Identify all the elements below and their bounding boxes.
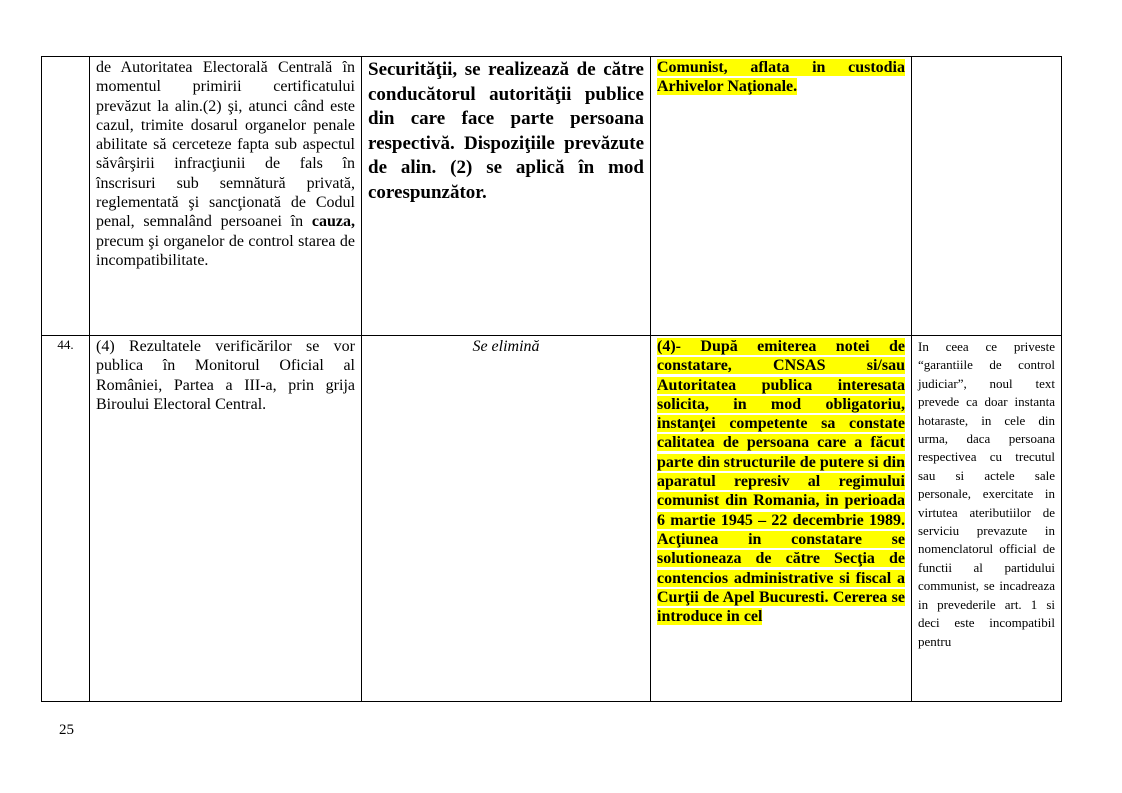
original-text-bold: cauza, [311, 213, 355, 231]
page-number: 25 [59, 722, 74, 738]
senate-text-cell [362, 336, 651, 702]
row-number-cell [42, 57, 90, 336]
original-text-part: de Autoritatea Electorală Centrală în momentul primirii certificatului prevăzut la alin.(2) şi, atunci când este cazul, trimite dosarul organelor penale abilitate să cerceteze fapta sub aspectul săvârşirii infracţiunii de fals în înscrisuri sub semnătură privată, reglementată şi sancţionată de Codul penal, semnalând persoanei în [96, 59, 355, 231]
motivation-text [918, 58, 1055, 59]
motivation-cell [912, 336, 1062, 702]
table-row [42, 336, 1062, 702]
row-number-cell: 44. [42, 336, 90, 702]
senate-text: Securităţii, se realizează de către conducătorul autorităţii publice din care face parte persoana respectivă. Dispoziţiile prevăzute de alin. (2) se aplică în mod corespunzător. [368, 59, 644, 203]
senate-text: Se elimină [472, 338, 540, 355]
original-text: (4) Rezultatele verificărilor se vor publica în Monitorul Oficial al României, Partea a III-a, prin grija Biroului Electoral Central. [96, 338, 355, 413]
amendment-text-cell [651, 57, 912, 336]
amendment-text: (4)- După emiterea notei de constatare, CNSAS si/sau Autoritatea publica interesata solicita, in mod obligatoriu, instanţei competente sa constate calitatea de persoana care a făcut parte din structurile de putere si din aparatul represiv al regimului comunist din Romania, in perioada 6 martie 1945 – 22 decembrie 1989. Acţiunea in constatare se solutioneaza de către Secţia de contencios administrative si fiscal a Curţii de Apel Bucuresti. Cererea se introduce in cel [657, 338, 905, 626]
senate-text-cell [362, 57, 651, 336]
original-text-cell [90, 57, 362, 336]
original-text-part: precum şi organelor de control starea de incompatibilitate. [96, 232, 355, 269]
motivation-text: In ceea ce priveste “garantiile de control judiciar”, noul text prevede ca doar instanta hotaraste, in cele din urma, daca persoana respectivea cu trecutul sau si actele sale personale, exercitate in virtutea ateributiilor de serviciu prevazute in nomenclatorul official de functii al partidului communist, se incadreaza in prevederile art. 1 si deci este incompatibil pentru [918, 339, 1055, 649]
amendment-text: Comunist, aflata in custodia Arhivelor Naţionale. [657, 59, 905, 96]
original-text-cell [90, 336, 362, 702]
original-text [96, 58, 355, 270]
amendment-text-cell [651, 336, 912, 702]
motivation-cell [912, 57, 1062, 336]
amendments-table [41, 56, 1062, 702]
table-row [42, 57, 1062, 336]
